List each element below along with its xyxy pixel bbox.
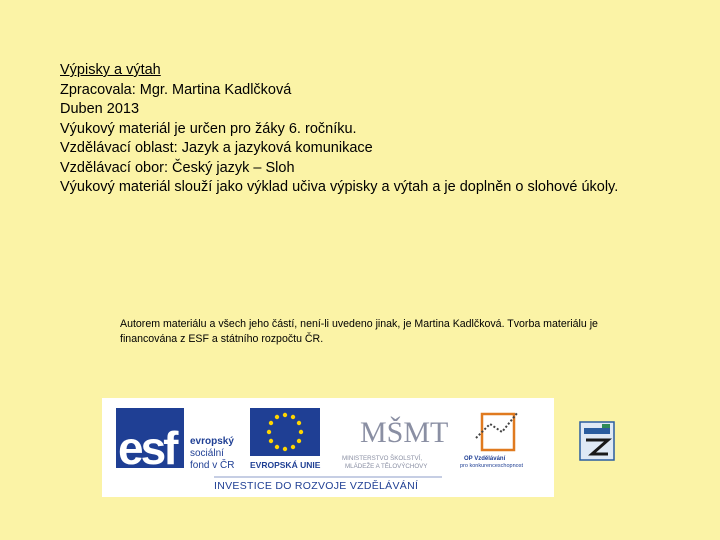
eu-flag-logo: [250, 408, 321, 470]
esf-line-2: sociální: [190, 448, 224, 459]
author-line: Zpracovala: Mgr. Martina Kadlčková: [60, 81, 292, 98]
op-line-2: pro konkurenceschopnost: [460, 463, 523, 469]
document-title: Výpisky a výtah: [60, 62, 161, 78]
esf-line-1: evropský: [190, 436, 234, 447]
op-line-1: OP Vzdělávání: [464, 456, 506, 462]
main-text-block: [60, 61, 660, 198]
date-line: Duben 2013: [60, 101, 140, 117]
msmt-line-1: MINISTERSTVO ŠKOLSTVÍ,: [342, 455, 423, 462]
banner-text: INVESTICE DO ROZVOJE VZDĚLÁVÁNÍ: [214, 480, 419, 492]
funding-logos: [102, 398, 554, 497]
subject-line: Vzdělávací obor: Český jazyk – Sloh: [60, 159, 295, 176]
op-logo: [460, 412, 523, 469]
credit-note: Autorem materiálu a všech jeho částí, není-li uvedeno jinak, je Martina Kadlčková. Tvorba materiálu je financována z ESF a státního rozpočtu ČR.: [120, 318, 598, 345]
school-logo: [578, 420, 616, 462]
subject-area-line: Vzdělávací oblast: Jazyk a jazyková komunikace: [60, 140, 373, 156]
esf-mark: esf: [118, 422, 176, 474]
msmt-line-2: MLÁDEŽE A TĚLOVÝCHOVY: [345, 463, 428, 470]
esf-line-3: fond v ČR: [190, 460, 235, 471]
description-line: Výukový materiál slouží jako výklad učiva výpisky a výtah a je doplněn o slohové úkoly.: [60, 179, 619, 195]
audience-line: Výukový materiál je určen pro žáky 6. ročníku.: [60, 120, 357, 137]
eu-label: EVROPSKÁ UNIE: [250, 460, 321, 470]
msmt-mark: MŠMT: [360, 416, 449, 449]
msmt-logo: [342, 416, 448, 470]
esf-logo: [116, 408, 234, 474]
